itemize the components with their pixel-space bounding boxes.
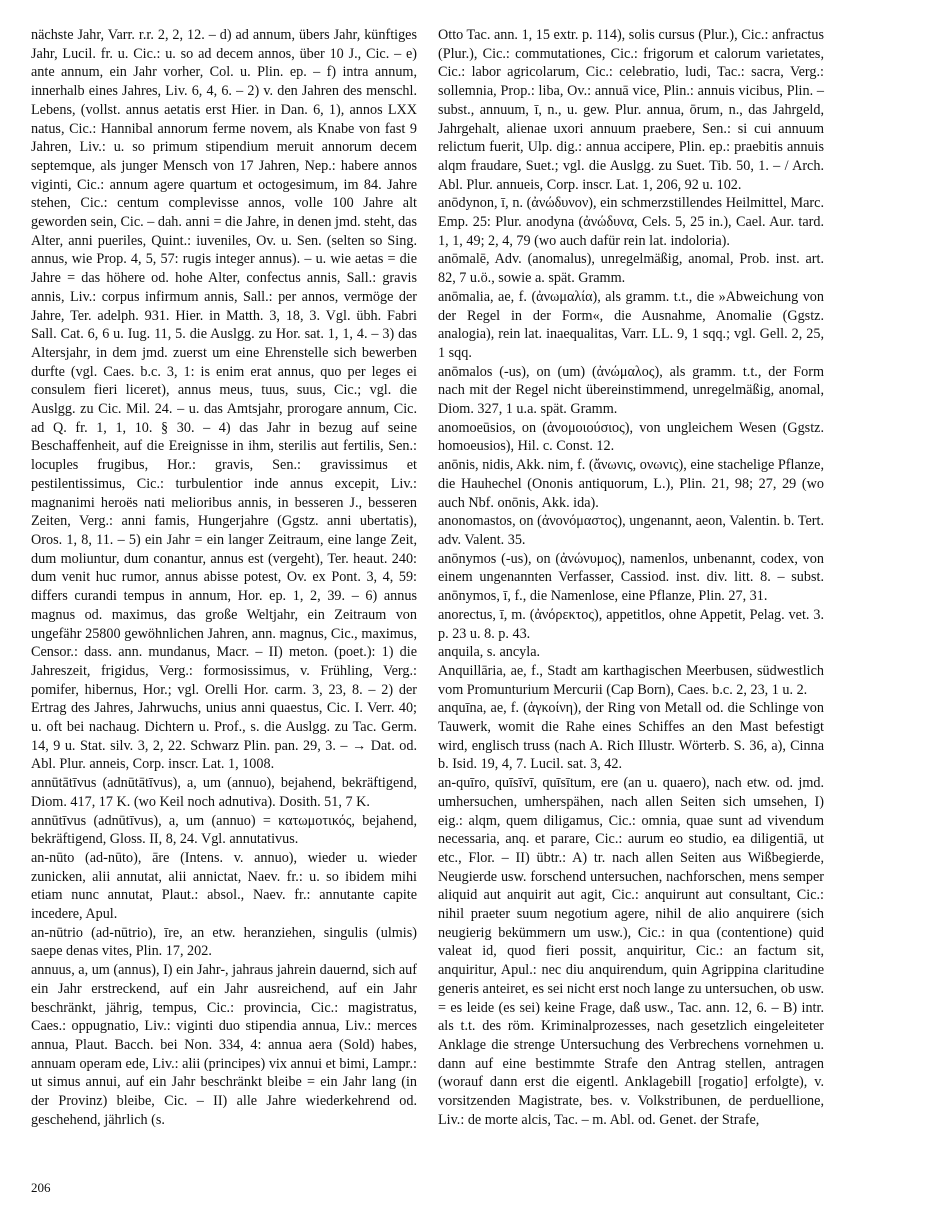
entry-annutativus: annūtātīvus (adnūtātīvus), a, um (annuo), bejahend, bekräftigend, Diom. 417, 17 K. (wo Keil noch adnutiva). Dosith. 51, 7 K. — [31, 775, 417, 810]
entry-annutivus: annūtīvus (adnūtīvus), a, um (annuo) = κατωμοτικός, bejahend, bekräftigend, Gloss. II, 8, 24. Vgl. annutativus. — [31, 812, 417, 848]
right-column — [438, 26, 824, 1129]
entry-anodynon: anōdynon, ī, n. (ἀνώδυνον), ein schmerzstillendes Heilmittel, Marc. Emp. 25: Plur. anodyna (ἀνώδυνα, Cels. 5, 25 in.), Cael. Aur. tard. 1, 1, 49; 2, 4, 79 (wo auch dafür rein lat. indoloria). — [438, 195, 824, 249]
entry-anomale: anōmalē, Adv. (anomalus), unregelmäßig, anomal, Prob. inst. art. 82, 7 u.ö., sowie a. spät. Gramm. — [438, 251, 824, 287]
entry-anquina: anquīna, ae, f. (ἀγκοίνη), der Ring von Metall od. die Schlinge von Tauwerk, womit die Rahe eines Schiffes an den Mast befestigt wird, englisch truss (nach A. Rich Illustr. Wörterb. S. 36, a), Cinna b. Isid. 19, 4, 7. Lucil. sat. 3, 42. — [438, 700, 824, 773]
entry-an-quiro: an-quīro, quīsīvī, quīsītum, ere (an u. quaero), nach etw. od. jmd. umhersuchen, umherspähen, nach allen Seiten sich umsehen, I) eig.: alqm, quem diligamus, Cic.: omnia, quae sunt ad vivendum necessaria, anq. et parare, Cic.: aurum eo studio, ea diligentiā, ut etc., Flor. – II) übtr.: A) tr. nach allen Seiten aus Wißbegierde, Neugierde usw. forschend untersuchen, nachforschen, mens semper aliquid aut anquirit aut agit, Cic.: anquirunt aut consultant, Cic.: nihil praeter suum negotium agere, nihil de alio anquirere (sich neugierig bekümmern um usw.), Cic.: in qua (contentione) quid valeat id, quod fieri possit, anquiritur, Cic.: an factum sit, anquiritur, Apul.: nec diu anquirendum, quin Agrippina claritudine generis anteiret, es sei nicht erst noch lange zu untersuchen, ob usw. = es leide (es sei) keine Frage, daß usw., Tac. ann. 12, 6. – B) intr. als t.t. des röm. Kriminalprozesses, nach gesetzlich eingeleiteter Anklage die strenge Untersuchung des Verbrechens vornehmen u. dann auf eine bestimmte Strafe den Antrag stellen, antragen (worauf dann erst die eigentl. Anklagebill [rogatio] erfolgte), v. vorsitzenden Magistrate, bes. v. Volkstribunen, de perduellione, Liv.: de morte alcis, Tac. – m. Abl. od. Genet. der Strafe, — [438, 775, 824, 1128]
entry-an-nuto: an-nūto (ad-nūto), āre (Intens. v. annuo), wieder u. wieder zunicken, alii annutat, alii annictat, Naev. fr.: u. so ibidem mihi etiam nunc annutat, Plaut.: absol., Naev. fr.: annutante capite incedere, Apul. — [31, 849, 417, 923]
left-column — [31, 26, 417, 1129]
page-number: 206 — [31, 1180, 51, 1195]
entry-anomalia: anōmalia, ae, f. (ἀνωμαλία), als gramm. t.t., die »Abweichung von der Regel in der Form«, die Ausnahme, Anomalie (Ggstz. analogia), rein lat. inaequalitas, Varr. LL. 9, 1 sqq.; vgl. Gell. 2, 25, 1 sqq. — [438, 288, 824, 361]
entry-anorectus: anorectus, ī, m. (ἀνόρεκτος), appetitlos, ohne Appetit, Pelag. vet. 3. p. 23 u. 8. p. 43. — [438, 606, 824, 642]
entry-anomalos: anōmalos (-us), on (um) (ἀνώμαλος), als gramm. t.t., der Form nach mit der Regel nicht übereinstimmend, unregelmäßig, anomal, Diom. 327, 1 u.a. spät. Gramm. — [438, 363, 824, 418]
entry-anomoeusios: anomoeūsios, on (ἀνομοιούσιος), von ungleichem Wesen (Ggstz. homoeusios), Hil. c. Const. 12. — [438, 419, 824, 455]
entry-anquillaria: Anquillāria, ae, f., Stadt am karthagischen Meerbusen, südwestlich vom Promunturium Mercurii (Cap Born), Caes. b.c. 2, 23, 1 u. 2. — [438, 662, 824, 698]
entry-anquila: anquila, s. ancyla. — [438, 644, 541, 661]
entry-an-nutrio: an-nūtrio (ad-nūtrio), īre, an etw. heranziehen, singulis (ulmis) saepe denas vites, Plin. 17, 202. — [31, 924, 417, 960]
entry-anonomastos: anonomastos, on (ἀνονόμαστος), ungenannt, aeon, Valentin. b. Tert. adv. Valent. 35. — [438, 513, 824, 548]
entry-annuus-continuation: Otto Tac. ann. 1, 15 extr. p. 114), solis cursus (Plur.), Cic.: anfractus (Plur.), Cic.: commutationes, Cic.: frigorum et calorum varietates, Cic.: labor agricolarum, Cic.: celebratio, ludi, Tac.: sacra, Verg.: sollemnia, Prop.: liba, Ov.: annuā vice, Plin.: annuis vicibus, Plin. – subst., annuum, ī, n., u. gew. Plur. annua, ōrum, n., das Jahrgeld, Jahrgehalt, alienae uxori annuum praebere, Sen.: si cui annuum relictum fuerit, Ulp. dig.: annua accipere, Plin. ep.: praebitis annuis alqm fraudare, Suet.; vgl. die Auslgg. zu Suet. Tib. 50, 1. – / Arch. Abl. Plur. annueis, Corp. inscr. Lat. 1, 206, 92 u. 102. — [438, 27, 824, 193]
entry-annus-continuation: nächste Jahr, Varr. r.r. 2, 2, 12. – d) ad annum, übers Jahr, künftiges Jahr, Lucil. fr. u. Cic.: u. so ad decem annos, über 10 J., Cic. – e) ante annum, ein Jahr vorher, Col. u. Plin. ep. – f) intra annum, innerhalb eines Jahres, Liv. 6, 4, 6. – 2) v. den Jahren des menschl. Lebens, (vollst. annus aetatis erst Hier. in Dan. 6, 1), annos LXX natus, Cic.: Hannibal annorum ferme novem, als Knabe von fast 9 Jahren, Liv.: u. so primum stipendium meruit annorum decem septemque, als junger Mensch von 17 Jahren, Nep.: habere annos viginti, Cic.: annum agere quartum et octogesimum, im 84. Jahre stehen, Cic.: centum complevisse annos, volle 100 Jahre alt geworden sein, Cic. – dah. anni = die Jahre, in denen jmd. steht, das Alter, anni pueriles, Quint.: iuveniles, Ov. u. Sen. (selten so Sing. annus, wie Prop. 4, 5, 57: rugis integer annus). – u. wie aetas = die Jahre = das höhere od. hohe Alter, confectus annis, Sall.: gravis annis, Liv.: corpus infirmum annis, Sall.: per annos, vermöge der Jahre, Ter. adelph. 931. Hier. in Matth. 3, 18, 3. Vgl. übh. Fabri Sall. Cat. 6, 6 u. Iug. 11, 5. die Auslgg. zu Hor. sat. 1, 1, 4. – 3) das Altersjahr, in dem jmd. zuerst um eine Ehrenstelle sich bewerben durfte (vgl. Caes. b.c. 3, 1: is enim erat annus, quo per leges ei consulem fieri liceret), annus meus, tuus, suus, Cic.; vgl. die Auslgg. zu Cic. Mil. 24. – u. das Amtsjahr, prorogare annum, Cic. ad Q. fr. 1, 1, 10. § 30. – 4) das Jahr in bezug auf seine Beschaffenheit, auf die Ereignisse in ihm, sterilis aut fertilis, Sen.: locuples frugibus, Hor.: gravis, Sen.: gravissimus et pestilentissimus, Cic.: turbulentior inde annus excepit, Liv.: magnanimi heroës nati melioribus annis, in besseren J., besseren Zeiten, Verg.: anni famis, Hungerjahre (Ggstz. anni ubertatis), Oros. 1, 8, 11. – 5) ein Jahr = ein langer Zeitraum, eine lange Zeit, dum moliuntur, dum conantur, annus est (vergeht), Ter. heaut. 240: dum venit huc rumor, annus abisse potest, Ov. ex Pont. 3, 4, 59: differs curandi tempus in annum, Hor. ep. 1, 2, 39. – 6) annus magnus od. maximus, das große Weltjahr, ein Zeitraum von ungefähr 25800 gewöhnlichen Jahren, ann. magnus, Cic., maximus, Censor.: dass. ann. mundanus, Macr. – II) meton. (poet.): 1) die Jahreszeit, frigidus, Verg.: formosissimus, v. Frühling, Verg.: pomifer, hibernus, Hor.; vgl. Orelli Hor. carm. 3, 23, 8. – 2) der Ertrag des Jahres, Jahrwuchs, unius anni quaestus, Cic. I. Verr. 40; u. oft bei nachaug. Dichtern u. Prof., s. die Auslgg. zu Tac. Germ. 14, 9 u. Stat. silv. 3, 2, 22. Schwarz Plin. pan. 29, 3. – → Dat. od. Abl. Plur. anneis, Corp. inscr. Lat. 1, 1008. — [31, 27, 417, 773]
entry-anonymos: anōnymos (-us), on (ἀνώνυμος), namenlos, unbenannt, codex, von einem ungenannten Verfasser, Cassiod. inst. div. litt. 8. – subst. anōnymos, ī, f., die Namenlose, eine Pflanze, Plin. 27, 31. — [438, 550, 824, 605]
entry-anonis: anōnis, nidis, Akk. nim, f. (ἄνωνις, ονωνις), eine stachelige Pflanze, die Hauhechel (Ononis antiquorum, L.), Plin. 21, 98; 27, 29 (wo auch Nbf. onōnis, Akk. ida). — [438, 457, 824, 511]
entry-annuus: annuus, a, um (annus), I) ein Jahr-, jahraus jahrein dauernd, sich auf ein Jahr erstreckend, auf ein Jahr ausreichend, auf ein Jahr beschränkt, jährig, tempus, Cic.: provincia, Cic.: magistratus, Caes.: oppugnatio, Liv.: viginti duo stipendia annua, Liv.: merces annua, Plaut. Bacch. bei Non. 334, 4: annua aera (Sold) habes, annuam operam ede, Liv.: alii (principes) vix annui et bimi, Lampr.: ut simus annui, auf ein Jahr beschränkt bleibe = ein Jahr lang (in der Provinz) bleibe, Cic. – II) alle Jahre wiederkehrend od. geschehend, jährlich (s. — [31, 962, 417, 1128]
